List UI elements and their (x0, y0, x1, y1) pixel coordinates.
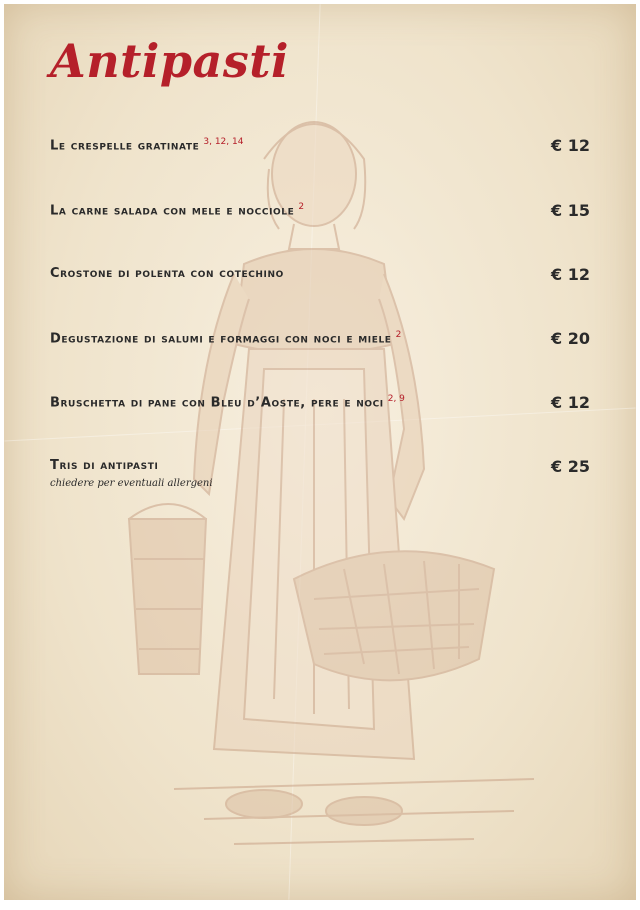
menu-item-price: € 15 (551, 201, 590, 220)
allergen-codes: 2, 9 (387, 394, 405, 404)
menu-item-name-text: Bruschetta di pane con Bleu d’Aoste, pere e noci (50, 395, 384, 411)
menu-item-name-text: Le crespelle gratinate (50, 138, 200, 154)
menu-item-name-text: Crostone di polenta con cotechino (50, 266, 284, 281)
menu-item-name (50, 330, 401, 346)
menu-item-price: € 12 (551, 265, 590, 284)
menu-item-name (50, 394, 405, 410)
menu-item-name-text: Degustazione di salumi e formaggi con noci e miele (50, 331, 392, 347)
menu-page (4, 4, 636, 900)
allergen-codes: 2 (395, 330, 402, 340)
menu-item-price: € 12 (551, 136, 590, 155)
menu-item-name-text: Tris di antipasti (50, 458, 159, 473)
page-title: Antipasti (50, 34, 289, 88)
menu-item (50, 266, 590, 296)
allergen-codes: 3, 12, 14 (203, 137, 244, 147)
menu-item (50, 202, 590, 232)
allergen-codes: 2 (298, 202, 305, 212)
menu-item (50, 330, 590, 360)
menu-item (50, 458, 590, 488)
menu-item-name (50, 458, 158, 473)
menu-item-price: € 20 (551, 329, 590, 348)
menu-item-name-text: La carne salada con mele e nocciole (50, 203, 295, 219)
menu-item-price: € 12 (551, 393, 590, 412)
menu-item-price: € 25 (551, 457, 590, 476)
menu-item-name (50, 137, 243, 153)
allergen-note: chiedere per eventuali allergeni (50, 478, 213, 489)
menu-item (50, 394, 590, 424)
menu-item (50, 137, 590, 167)
menu-item-name (50, 266, 284, 281)
menu-item-name (50, 202, 304, 218)
